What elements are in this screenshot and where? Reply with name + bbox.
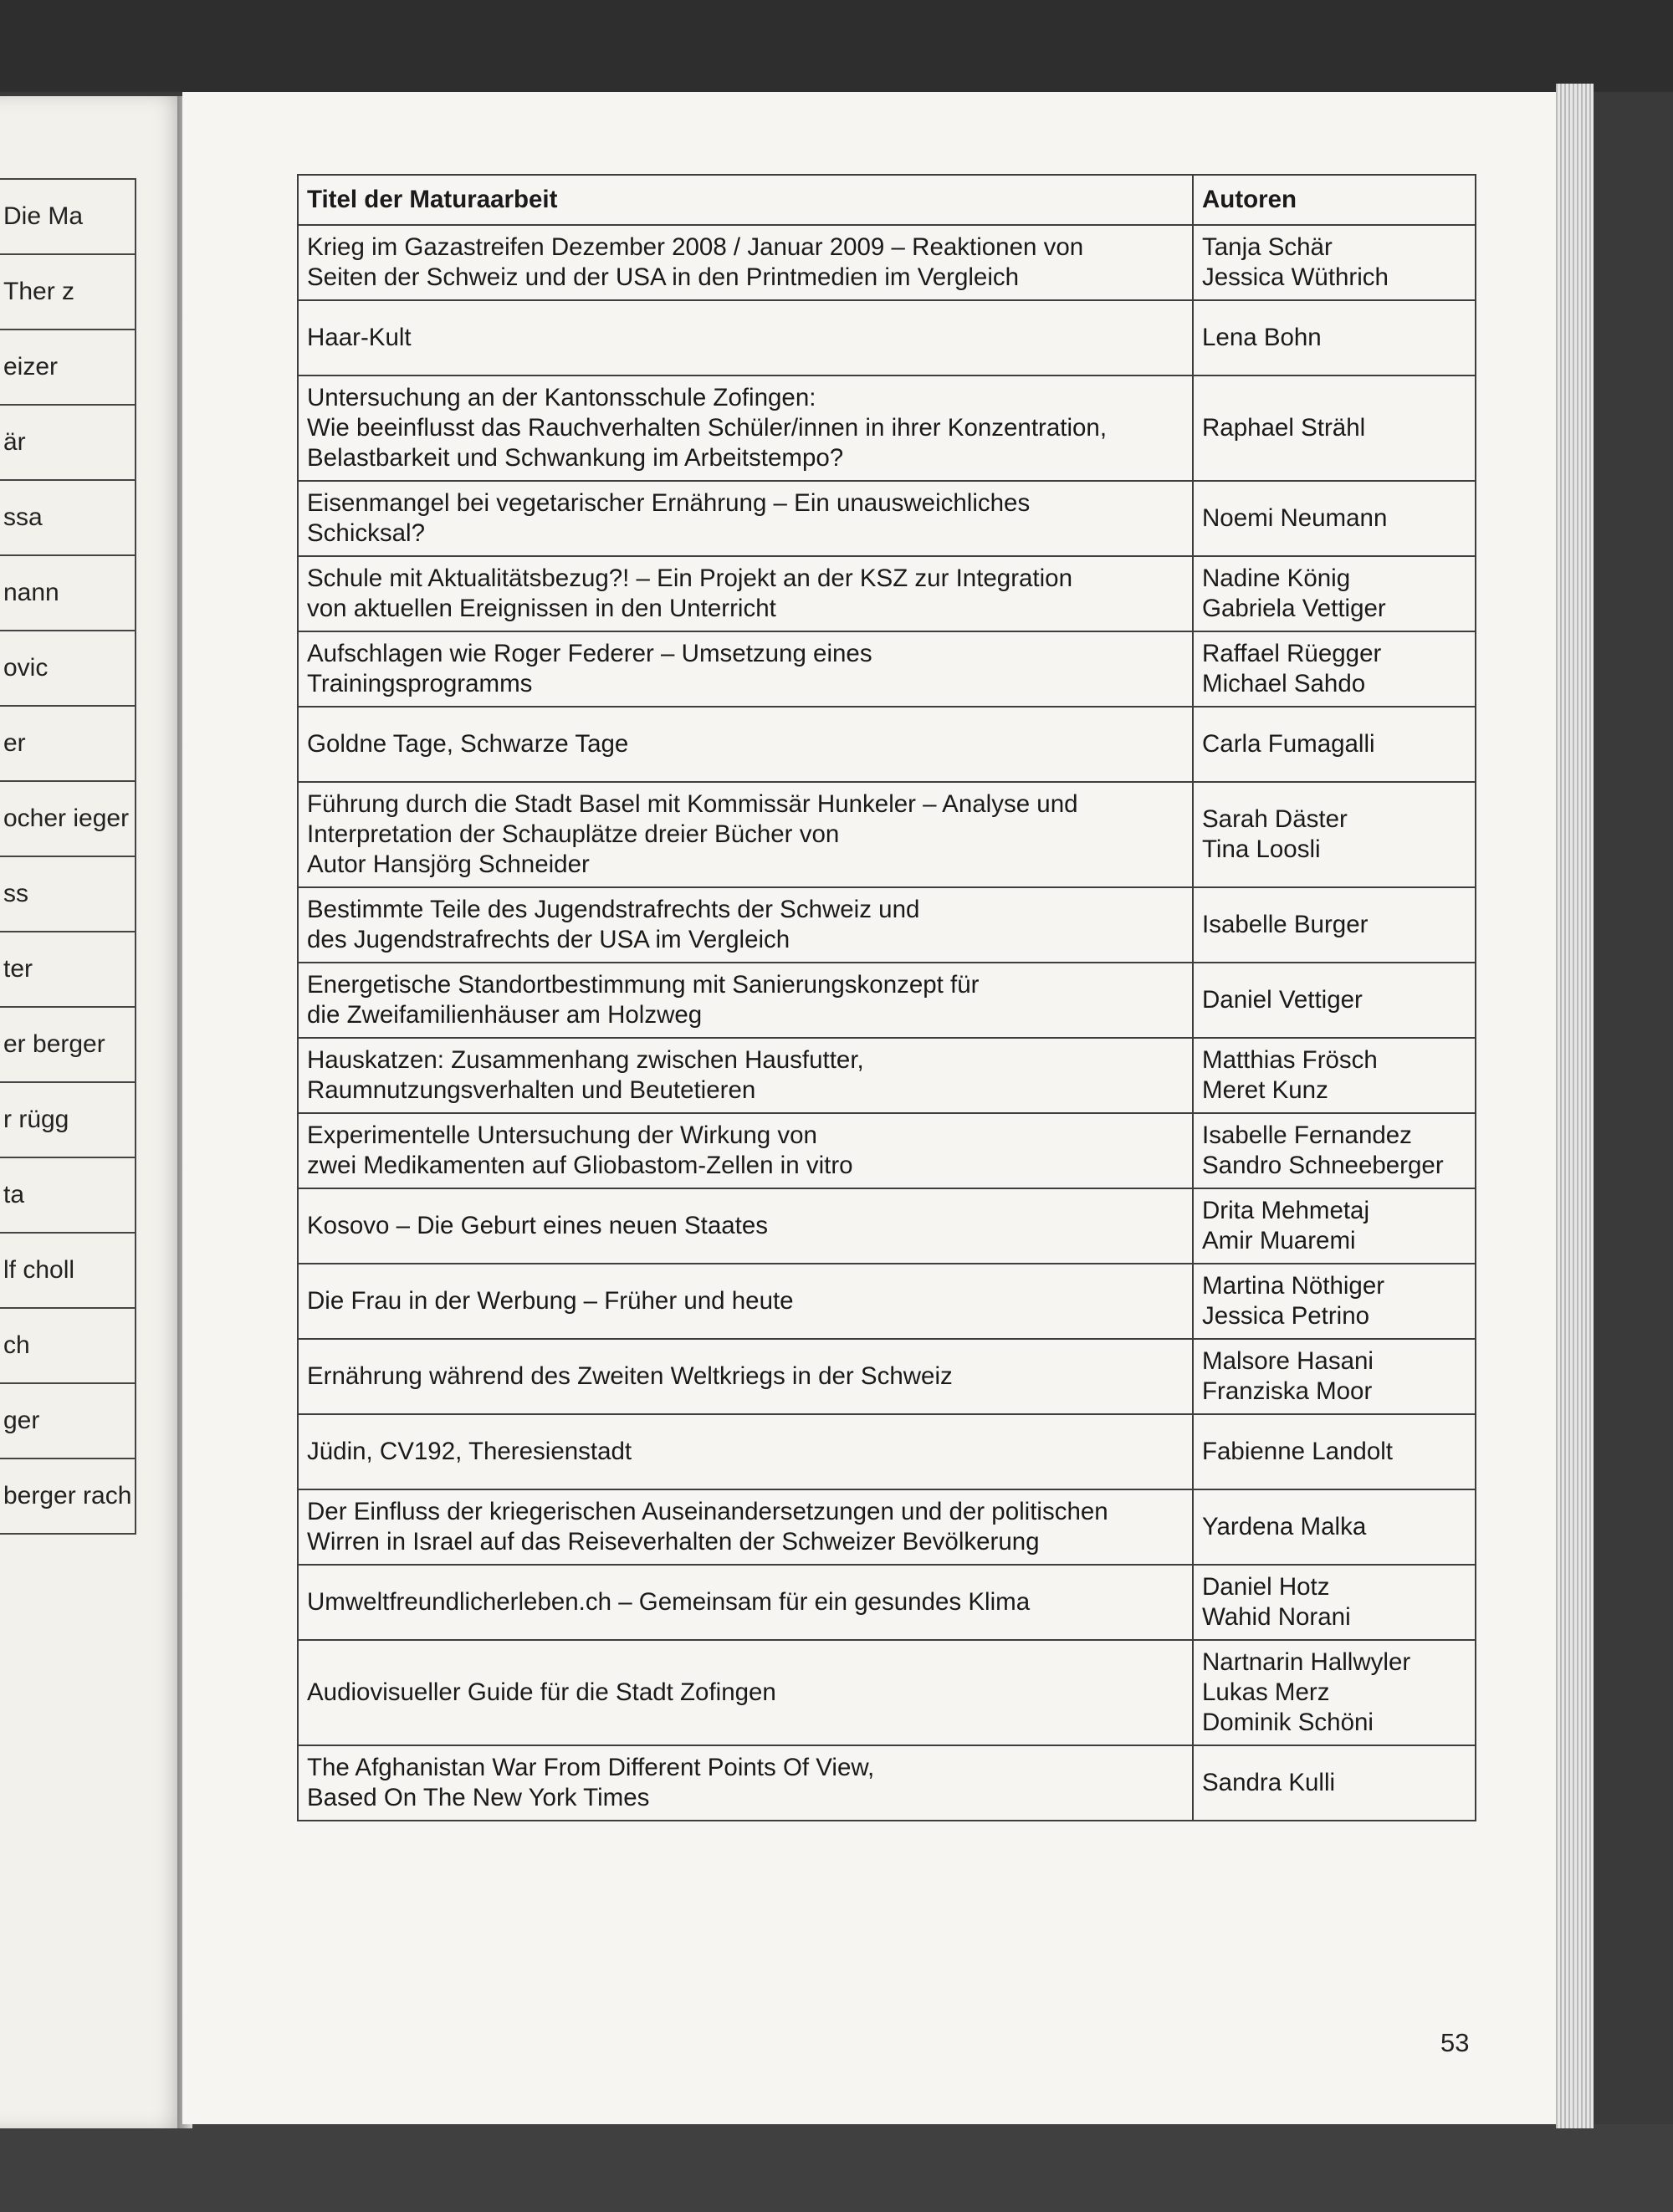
left-table-cell: lf choll (0, 1233, 136, 1308)
author-name: Gabriela Vettiger (1202, 595, 1386, 622)
page-stack-edge (1556, 84, 1594, 2128)
thesis-title-line: Trainingsprogramms (307, 670, 533, 697)
left-page-table-fragment (0, 178, 136, 1535)
table-row (298, 1038, 1476, 1113)
table-row (298, 300, 1476, 375)
thesis-title-line: Interpretation der Schauplätze dreier Bücher von (307, 820, 840, 848)
table-row (298, 1113, 1476, 1188)
thesis-title-line: Die Frau in der Werbung – Früher und heute (307, 1287, 794, 1315)
thesis-title-line: Untersuchung an der Kantonsschule Zofingen: (307, 384, 816, 411)
thesis-title (298, 556, 1193, 631)
thesis-title (298, 225, 1193, 300)
left-table-row (0, 330, 136, 405)
thesis-title (298, 782, 1193, 887)
left-table-cell: ch (0, 1308, 136, 1383)
left-table-row (0, 405, 136, 480)
thesis-title (298, 1489, 1193, 1565)
thesis-title-line: Aufschlagen wie Roger Federer – Umsetzung eines (307, 640, 872, 667)
left-table-cell: ocher ieger (0, 781, 136, 856)
author-name: Amir Muaremi (1202, 1227, 1356, 1254)
author-name: Sandro Schneeberger (1202, 1152, 1444, 1179)
thesis-title-line: Raumnutzungsverhalten und Beutetieren (307, 1076, 756, 1104)
scan-background-bottom (0, 2124, 1673, 2212)
author-name: Sarah Däster (1202, 805, 1348, 833)
thesis-title (298, 481, 1193, 556)
thesis-title-line: des Jugendstrafrechts der USA im Vergleich (307, 926, 790, 953)
thesis-title-line: von aktuellen Ereignissen in den Unterricht (307, 595, 776, 622)
thesis-title (298, 1339, 1193, 1414)
author-name: Raphael Strähl (1202, 414, 1366, 442)
thesis-authors (1193, 707, 1476, 782)
left-table-row (0, 555, 136, 631)
thesis-authors (1193, 556, 1476, 631)
thesis-authors (1193, 375, 1476, 481)
thesis-authors (1193, 1414, 1476, 1489)
thesis-title (298, 1188, 1193, 1264)
author-name: Fabienne Landolt (1202, 1438, 1393, 1465)
thesis-authors (1193, 1038, 1476, 1113)
thesis-title-line: Krieg im Gazastreifen Dezember 2008 / Januar 2009 – Reaktionen von (307, 233, 1084, 261)
thesis-authors (1193, 1264, 1476, 1339)
thesis-title-line: Based On The New York Times (307, 1784, 650, 1811)
table-row (298, 1339, 1476, 1414)
thesis-authors (1193, 631, 1476, 707)
left-table-cell: er (0, 706, 136, 781)
thesis-title-line: Belastbarkeit und Schwankung im Arbeitstempo? (307, 444, 844, 472)
author-name: Daniel Vettiger (1202, 986, 1363, 1014)
left-facing-page (0, 96, 188, 2128)
left-table-cell: berger rach (0, 1458, 136, 1534)
thesis-title-line: Experimentelle Untersuchung der Wirkung von (307, 1121, 817, 1149)
left-table-cell: er berger (0, 1007, 136, 1082)
thesis-title-line: Bestimmte Teile des Jugendstrafrechts der Schweiz und (307, 896, 920, 923)
table-row (298, 1640, 1476, 1745)
thesis-title-line: Wie beeinflusst das Rauchverhalten Schüler/innen in ihrer Konzentration, (307, 414, 1108, 442)
left-table-row (0, 1383, 136, 1458)
thesis-authors (1193, 300, 1476, 375)
author-name: Lena Bohn (1202, 324, 1322, 351)
thesis-authors (1193, 1640, 1476, 1745)
table-row (298, 631, 1476, 707)
thesis-authors (1193, 782, 1476, 887)
left-table-cell: Die Ma (0, 179, 136, 254)
thesis-title-line: The Afghanistan War From Different Points Of View, (307, 1754, 875, 1781)
left-table-cell: nann (0, 555, 136, 631)
author-name: Carla Fumagalli (1202, 730, 1375, 758)
header-authors: Autoren (1193, 175, 1476, 225)
table-row (298, 1264, 1476, 1339)
thesis-title (298, 1565, 1193, 1640)
left-table-row (0, 856, 136, 932)
thesis-title-line: Schule mit Aktualitätsbezug?! – Ein Projekt an der KSZ zur Integration (307, 564, 1072, 592)
thesis-title (298, 887, 1193, 963)
table-row (298, 963, 1476, 1038)
scan-background-top (0, 0, 1673, 92)
thesis-title-line: Autor Hansjörg Schneider (307, 851, 590, 878)
left-table-row (0, 706, 136, 781)
table-row (298, 1565, 1476, 1640)
left-table-row (0, 631, 136, 706)
thesis-title-line: Schicksal? (307, 519, 426, 547)
thesis-title (298, 1264, 1193, 1339)
left-table-row (0, 1458, 136, 1534)
table-row (298, 556, 1476, 631)
thesis-authors (1193, 1113, 1476, 1188)
author-name: Jessica Petrino (1202, 1302, 1370, 1330)
left-table-row (0, 1082, 136, 1157)
thesis-title-line: Wirren in Israel auf das Reiseverhalten der Schweizer Bevölkerung (307, 1528, 1040, 1556)
author-name: Meret Kunz (1202, 1076, 1328, 1104)
thesis-title (298, 707, 1193, 782)
table-row (298, 707, 1476, 782)
left-table-cell: ter (0, 932, 136, 1007)
table-row (298, 225, 1476, 300)
left-table-cell: ssa (0, 480, 136, 555)
author-name: Wahid Norani (1202, 1603, 1351, 1631)
maturaarbeit-table (297, 174, 1476, 1821)
left-table-row (0, 179, 136, 254)
left-table-cell: är (0, 405, 136, 480)
thesis-title-line: zwei Medikamenten auf Gliobastom-Zellen in vitro (307, 1152, 853, 1179)
author-name: Dominik Schöni (1202, 1709, 1374, 1736)
table-row (298, 1188, 1476, 1264)
author-name: Jessica Wüthrich (1202, 263, 1389, 291)
author-name: Michael Sahdo (1202, 670, 1366, 697)
author-name: Matthias Frösch (1202, 1046, 1378, 1074)
author-name: Drita Mehmetaj (1202, 1197, 1370, 1224)
thesis-title-line: die Zweifamilienhäuser am Holzweg (307, 1001, 703, 1029)
thesis-title-line: Kosovo – Die Geburt eines neuen Staates (307, 1212, 769, 1239)
author-name: Martina Nöthiger (1202, 1272, 1385, 1300)
author-name: Raffael Rüegger (1202, 640, 1382, 667)
left-table-cell: Ther z (0, 254, 136, 330)
author-name: Noemi Neumann (1202, 504, 1388, 532)
table-row (298, 782, 1476, 887)
left-table-row (0, 1157, 136, 1233)
left-table-row (0, 781, 136, 856)
author-name: Isabelle Fernandez (1202, 1121, 1412, 1149)
thesis-title-line: Der Einfluss der kriegerischen Auseinandersetzungen und der politischen (307, 1498, 1108, 1525)
thesis-authors (1193, 481, 1476, 556)
table-row (298, 1489, 1476, 1565)
thesis-title-line: Umweltfreundlicherleben.ch – Gemeinsam für ein gesundes Klima (307, 1588, 1031, 1616)
thesis-title (298, 1038, 1193, 1113)
left-table-cell: ss (0, 856, 136, 932)
table-row (298, 375, 1476, 481)
thesis-title (298, 1640, 1193, 1745)
left-table-row (0, 1308, 136, 1383)
thesis-title-line: Eisenmangel bei vegetarischer Ernährung – Ein unausweichliches (307, 489, 1031, 517)
table-row (298, 481, 1476, 556)
left-table-cell: r rügg (0, 1082, 136, 1157)
table-row (298, 1745, 1476, 1821)
thesis-title-line: Audiovisueller Guide für die Stadt Zofingen (307, 1678, 776, 1706)
author-name: Nadine König (1202, 564, 1351, 592)
author-name: Yardena Malka (1202, 1513, 1367, 1540)
thesis-authors (1193, 963, 1476, 1038)
left-table-cell: ovic (0, 631, 136, 706)
thesis-title-line: Ernährung während des Zweiten Weltkriegs in der Schweiz (307, 1362, 953, 1390)
left-table-cell: eizer (0, 330, 136, 405)
thesis-authors (1193, 1565, 1476, 1640)
thesis-title-line: Haar-Kult (307, 324, 412, 351)
left-table-row (0, 1007, 136, 1082)
page-number: 53 (1440, 2028, 1470, 2057)
thesis-authors (1193, 1188, 1476, 1264)
author-name: Isabelle Burger (1202, 911, 1369, 938)
author-name: Tina Loosli (1202, 835, 1321, 863)
author-name: Lukas Merz (1202, 1678, 1330, 1706)
author-name: Malsore Hasani (1202, 1347, 1374, 1375)
thesis-title (298, 1414, 1193, 1489)
left-table-cell: ta (0, 1157, 136, 1233)
author-name: Sandra Kulli (1202, 1769, 1336, 1796)
header-title: Titel der Maturaarbeit (298, 175, 1193, 225)
table-row (298, 1414, 1476, 1489)
thesis-authors (1193, 1745, 1476, 1821)
thesis-authors (1193, 1489, 1476, 1565)
thesis-authors (1193, 225, 1476, 300)
thesis-title-line: Seiten der Schweiz und der USA in den Printmedien im Vergleich (307, 263, 1020, 291)
thesis-title (298, 631, 1193, 707)
thesis-title (298, 1113, 1193, 1188)
table-row (298, 887, 1476, 963)
left-table-row (0, 254, 136, 330)
author-name: Tanja Schär (1202, 233, 1333, 261)
left-table-row (0, 1233, 136, 1308)
thesis-title-line: Führung durch die Stadt Basel mit Kommissär Hunkeler – Analyse und (307, 790, 1078, 818)
author-name: Franziska Moor (1202, 1377, 1373, 1405)
thesis-title-line: Energetische Standortbestimmung mit Sanierungskonzept für (307, 971, 980, 999)
table-header-row (298, 175, 1476, 225)
left-table-row (0, 932, 136, 1007)
thesis-authors (1193, 887, 1476, 963)
thesis-title (298, 300, 1193, 375)
thesis-authors (1193, 1339, 1476, 1414)
thesis-title (298, 375, 1193, 481)
thesis-title-line: Hauskatzen: Zusammenhang zwischen Hausfutter, (307, 1046, 864, 1074)
thesis-title-line: Goldne Tage, Schwarze Tage (307, 730, 629, 758)
left-table-row (0, 480, 136, 555)
thesis-title (298, 1745, 1193, 1821)
thesis-title-line: Jüdin, CV192, Theresienstadt (307, 1438, 632, 1465)
author-name: Nartnarin Hallwyler (1202, 1648, 1411, 1676)
thesis-title (298, 963, 1193, 1038)
left-table-cell: ger (0, 1383, 136, 1458)
author-name: Daniel Hotz (1202, 1573, 1330, 1601)
